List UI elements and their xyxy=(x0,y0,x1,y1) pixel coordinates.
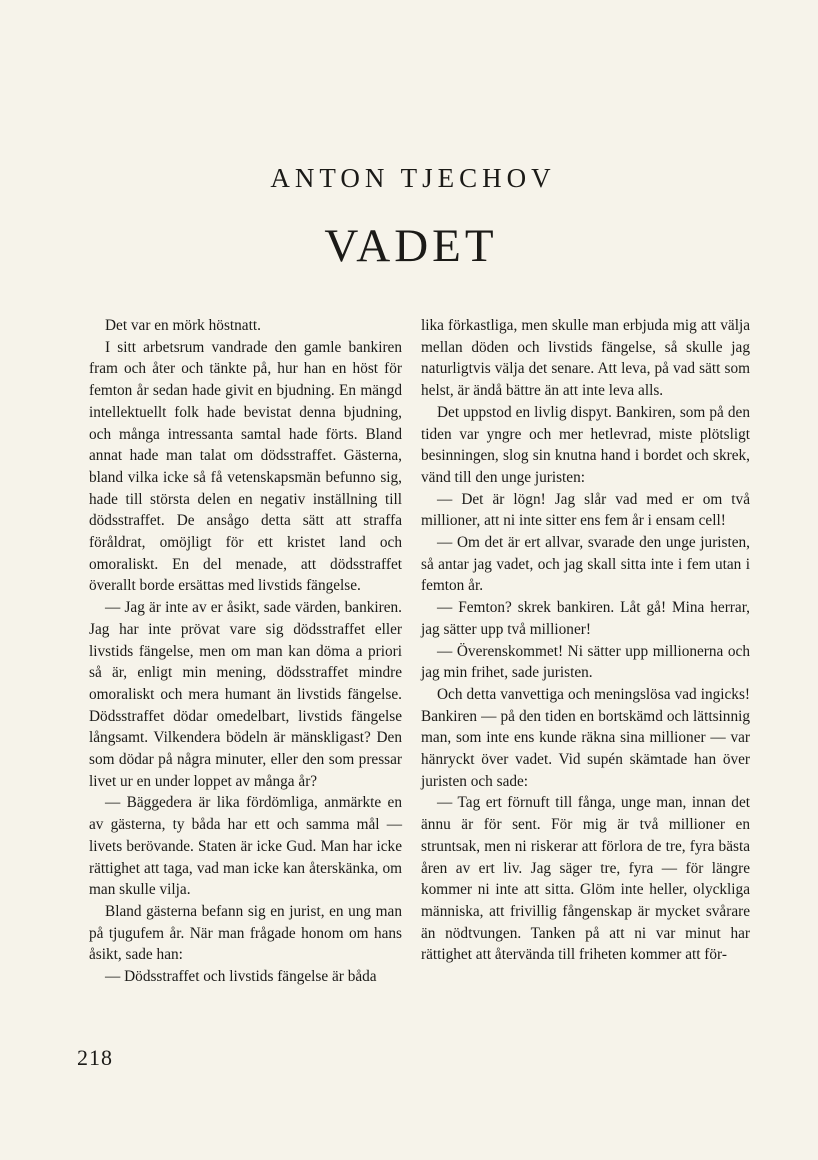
author-name: ANTON TJECHOV xyxy=(270,163,556,193)
paragraph: — Dödsstraffet och livstids fängelse är båda xyxy=(105,968,377,986)
page-number: 218 xyxy=(77,1045,113,1070)
paragraph: — Femton? skrek bankiren. Låt gå! Mina herrar, jag sätter upp två millioner! xyxy=(421,599,750,638)
left-text-column xyxy=(89,315,402,988)
paragraph: Och detta vanvettiga och meningslösa vad ingicks! Bankiren — på den tiden en bortskämd och lättsinnig man, som inte ens kunde räkna sina millioner — var hänryckt över vadet. Vid supén skämtade han över juristen och sade: xyxy=(421,685,750,790)
paragraph: I sitt arbetsrum vandrade den gamle bankiren fram och åter och tänkte på, hur han en höst för femton år sedan hade givit en bjudning. En mängd intellektuellt folk hade bevistat denna bjudning, och många intressanta samtal hade förts. Bland annat hade man talat om dödsstraffet. Gästerna, bland vilka icke så få vetenskapsmän befunno sig, hade till största delen en negativ inställning till dödsstraffet. De ansågo detta sätt att straffa föråldrat, omöjligt för ett kristet land och omoraliskt. En del menade, att dödsstraffet överallt borde ersättas med livstids fängelse. xyxy=(89,338,402,595)
paragraph: Det var en mörk höstnatt. xyxy=(105,317,261,334)
paragraph: Det uppstod en livlig dispyt. Bankiren, som på den tiden var yngre och mer hetlevrad, miste plötsligt besinningen, slog sin knutna hand i bordet och skrek, vänd till den unge juristen: xyxy=(421,403,750,486)
story-title: VADET xyxy=(324,220,498,272)
paragraph: — Tag ert förnuft till fånga, unge man, innan det ännu är för sent. För mig är två millioner en struntsak, men ni riskerar att förlora de tre, fyra bästa åren av ert liv. Jag säger tre, fyra — för längre kommer ni inte att sitta. Glöm inte heller, olyckliga människa, att frivillig fångenskap är mycket svårare än nödtvungen. Tanken på att ni var minut har rättighet att återvända till friheten kommer att för- xyxy=(421,794,750,964)
right-text-column xyxy=(421,315,750,966)
paragraph: — Jag är inte av er åsikt, sade värden, bankiren. Jag har inte prövat vare sig dödsstraffet eller livstids fängelse, men om man kan döma a priori så är, enligt min mening, dödsstraffet mindre omoraliskt och mera humant än livstids fängelse. Dödsstraffet dödar omedelbart, livstids fängelse långsamt. Vilkendera bödeln är mänskligast? Den som dödar på några minuter, eller den som pressar livet ur en under loppet av många år? xyxy=(89,599,402,790)
paragraph: — Bäggedera är lika fördömliga, anmärkte en av gästerna, ty båda har ett och samma mål — livets berövande. Staten är icke Gud. Man har icke rättighet att taga, vad man icke kan återskänka, om man skulle vilja. xyxy=(89,794,402,899)
paragraph: lika förkastliga, men skulle man erbjuda mig att välja mellan döden och livstids fängelse, så skulle jag naturligtvis välja det senare. Att leva, på vad sätt som helst, är ändå bättre än att inte leva alls. xyxy=(421,317,750,400)
paragraph: — Det är lögn! Jag slår vad med er om två millioner, att ni inte sitter ens fem år i ensam cell! xyxy=(421,490,750,530)
paragraph: — Om det är ert allvar, svarade den unge juristen, så antar jag vadet, och jag skall sitta inte i fem utan i femton år. xyxy=(421,534,750,595)
paragraph: — Överenskommet! Ni sätter upp millionerna och jag min frihet, sade juristen. xyxy=(421,642,750,682)
paragraph: Bland gästerna befann sig en jurist, en ung man på tjugufem år. När man frågade honom om hans åsikt, sade han: xyxy=(89,902,402,964)
